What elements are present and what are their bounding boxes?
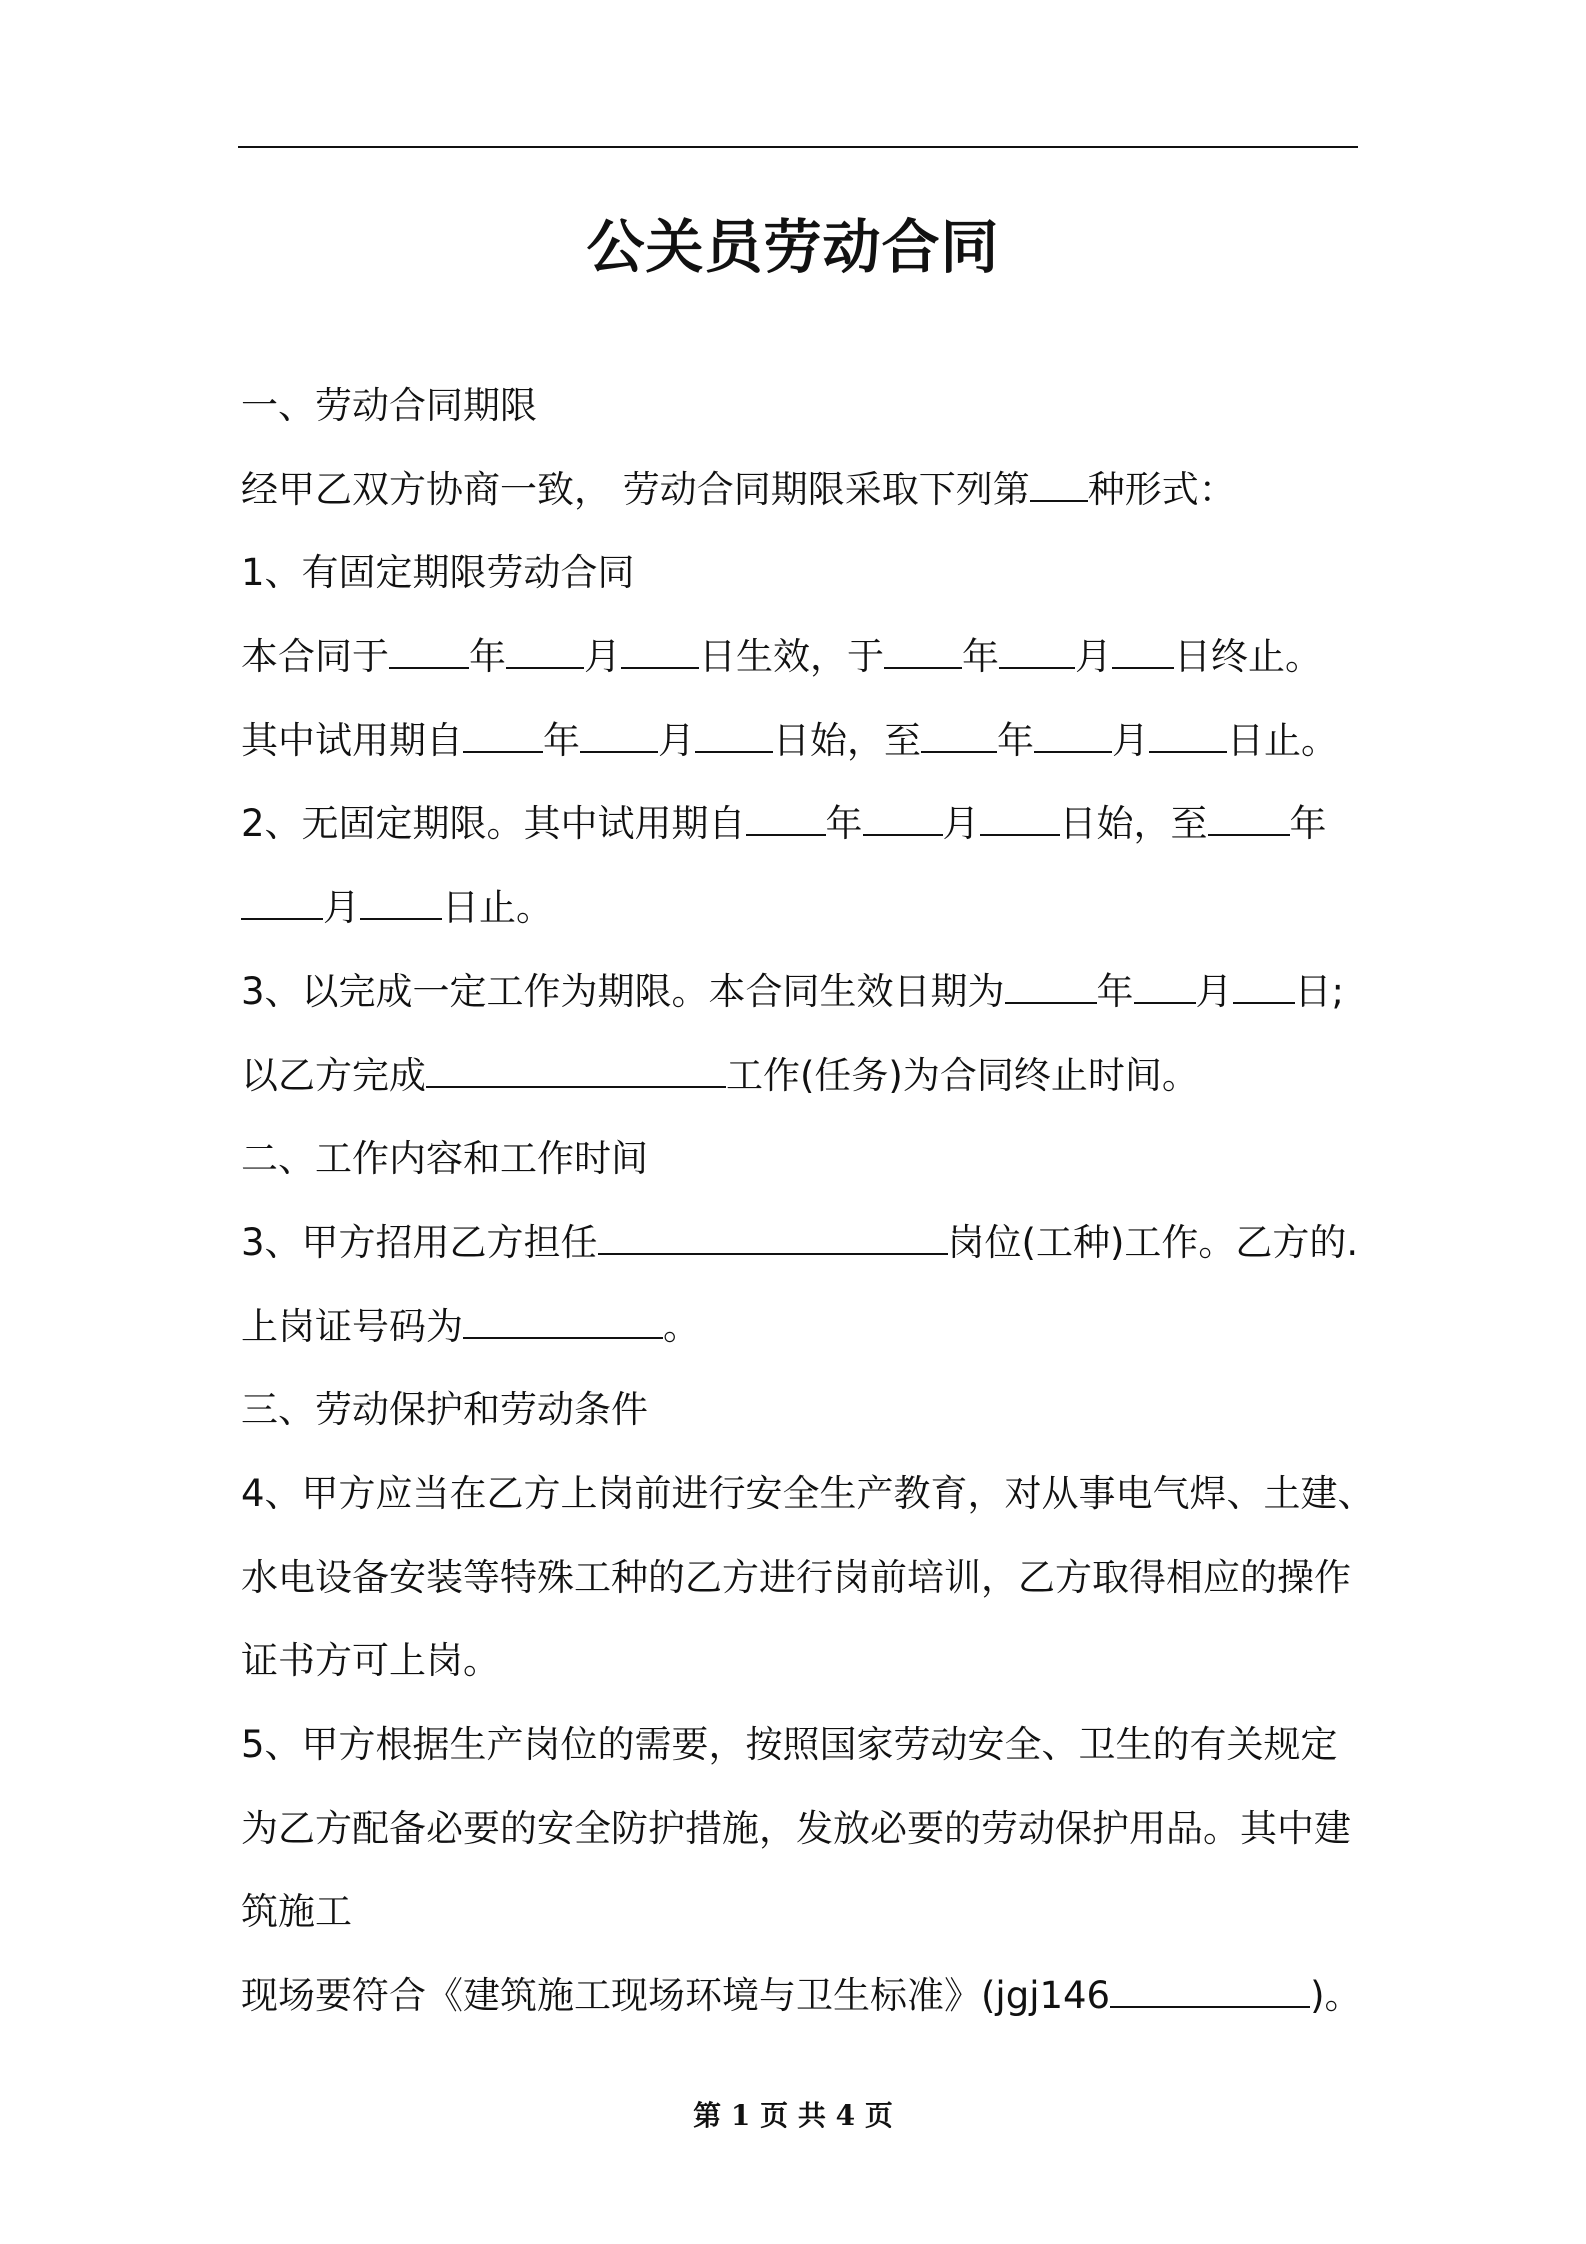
blank-field [463,716,543,753]
blank-field [506,632,584,669]
paragraph-line: 3、甲方招用乙方担任 岗位(工种)工作。乙方的. [241,1212,1381,1296]
blank-field [1134,967,1196,1004]
paragraph-line: 其中试用期自 年 月 日始，至 年 月 日止。 [241,710,1381,794]
section-heading: 一、劳动合同期限 [241,384,537,427]
document-title: 公关员劳动合同 [586,213,1000,281]
paragraph-line: 现场要符合《建筑施工现场环境与卫生标准》(jgj146 )。 [241,1965,1381,2049]
paragraph-line: 2、无固定期限。其中试用期自 年 月 日始，至 年 [241,793,1381,877]
header-rule [238,146,1358,148]
paragraph-line: 以乙方完成 工作(任务)为合同终止时间。 [241,1045,1381,1129]
paragraph-line: 筑施工 [241,1890,352,1934]
blank-field [1149,716,1227,753]
blank-field [1110,1971,1310,2008]
blank-field [360,883,442,920]
blank-field [921,716,997,753]
blank-field [1030,465,1088,502]
blank-field [863,799,943,836]
blank-field [241,883,323,920]
paragraph-line: 1、有固定期限劳动合同 [241,551,635,595]
paragraph-line: 为乙方配备必要的安全防护措施，发放必要的劳动保护用品。其中建 [241,1806,1351,1850]
blank-field [1034,716,1112,753]
paragraph-line: 本合同于 年 月 日生效，于 年 月 日终止。 [241,626,1381,710]
paragraph-line: 4、甲方应当在乙方上岗前进行安全生产教育，对从事电气焊、土建、 [241,1471,1375,1515]
paragraph-line: 经甲乙双方协商一致， 劳动合同期限采取下列第 种形式： [241,459,1381,543]
blank-field [598,1218,948,1255]
contract-body [241,375,1381,2049]
paragraph-line: 5、甲方根据生产岗位的需要，按照国家劳动安全、卫生的有关规定 [241,1723,1338,1766]
paragraph-line: 月 日止。 [241,877,1381,961]
blank-field [389,632,469,669]
page-footer: 第 1 页 共 4 页 [693,2099,893,2132]
blank-field [621,632,699,669]
blank-field [463,1301,663,1338]
blank-field [999,632,1075,669]
blank-field [746,799,826,836]
blank-field [1233,967,1295,1004]
paragraph-line: 3、以完成一定工作为期限。本合同生效日期为 年 月 日; [241,961,1381,1045]
blank-field [1005,967,1097,1004]
section-heading: 二、工作内容和工作时间 [241,1137,648,1181]
blank-field [980,799,1060,836]
paragraph-line: 水电设备安装等特殊工种的乙方进行岗前培训，乙方取得相应的操作 [241,1555,1351,1599]
paragraph-line: 上岗证号码为 。 [241,1296,1381,1380]
blank-field [1112,632,1174,669]
blank-field [1208,799,1290,836]
blank-field [695,716,773,753]
blank-field [426,1050,726,1087]
section-heading: 三、劳动保护和劳动条件 [241,1388,648,1432]
blank-field [580,716,658,753]
paragraph-line: 证书方可上岗。 [241,1639,500,1683]
blank-field [884,632,962,669]
